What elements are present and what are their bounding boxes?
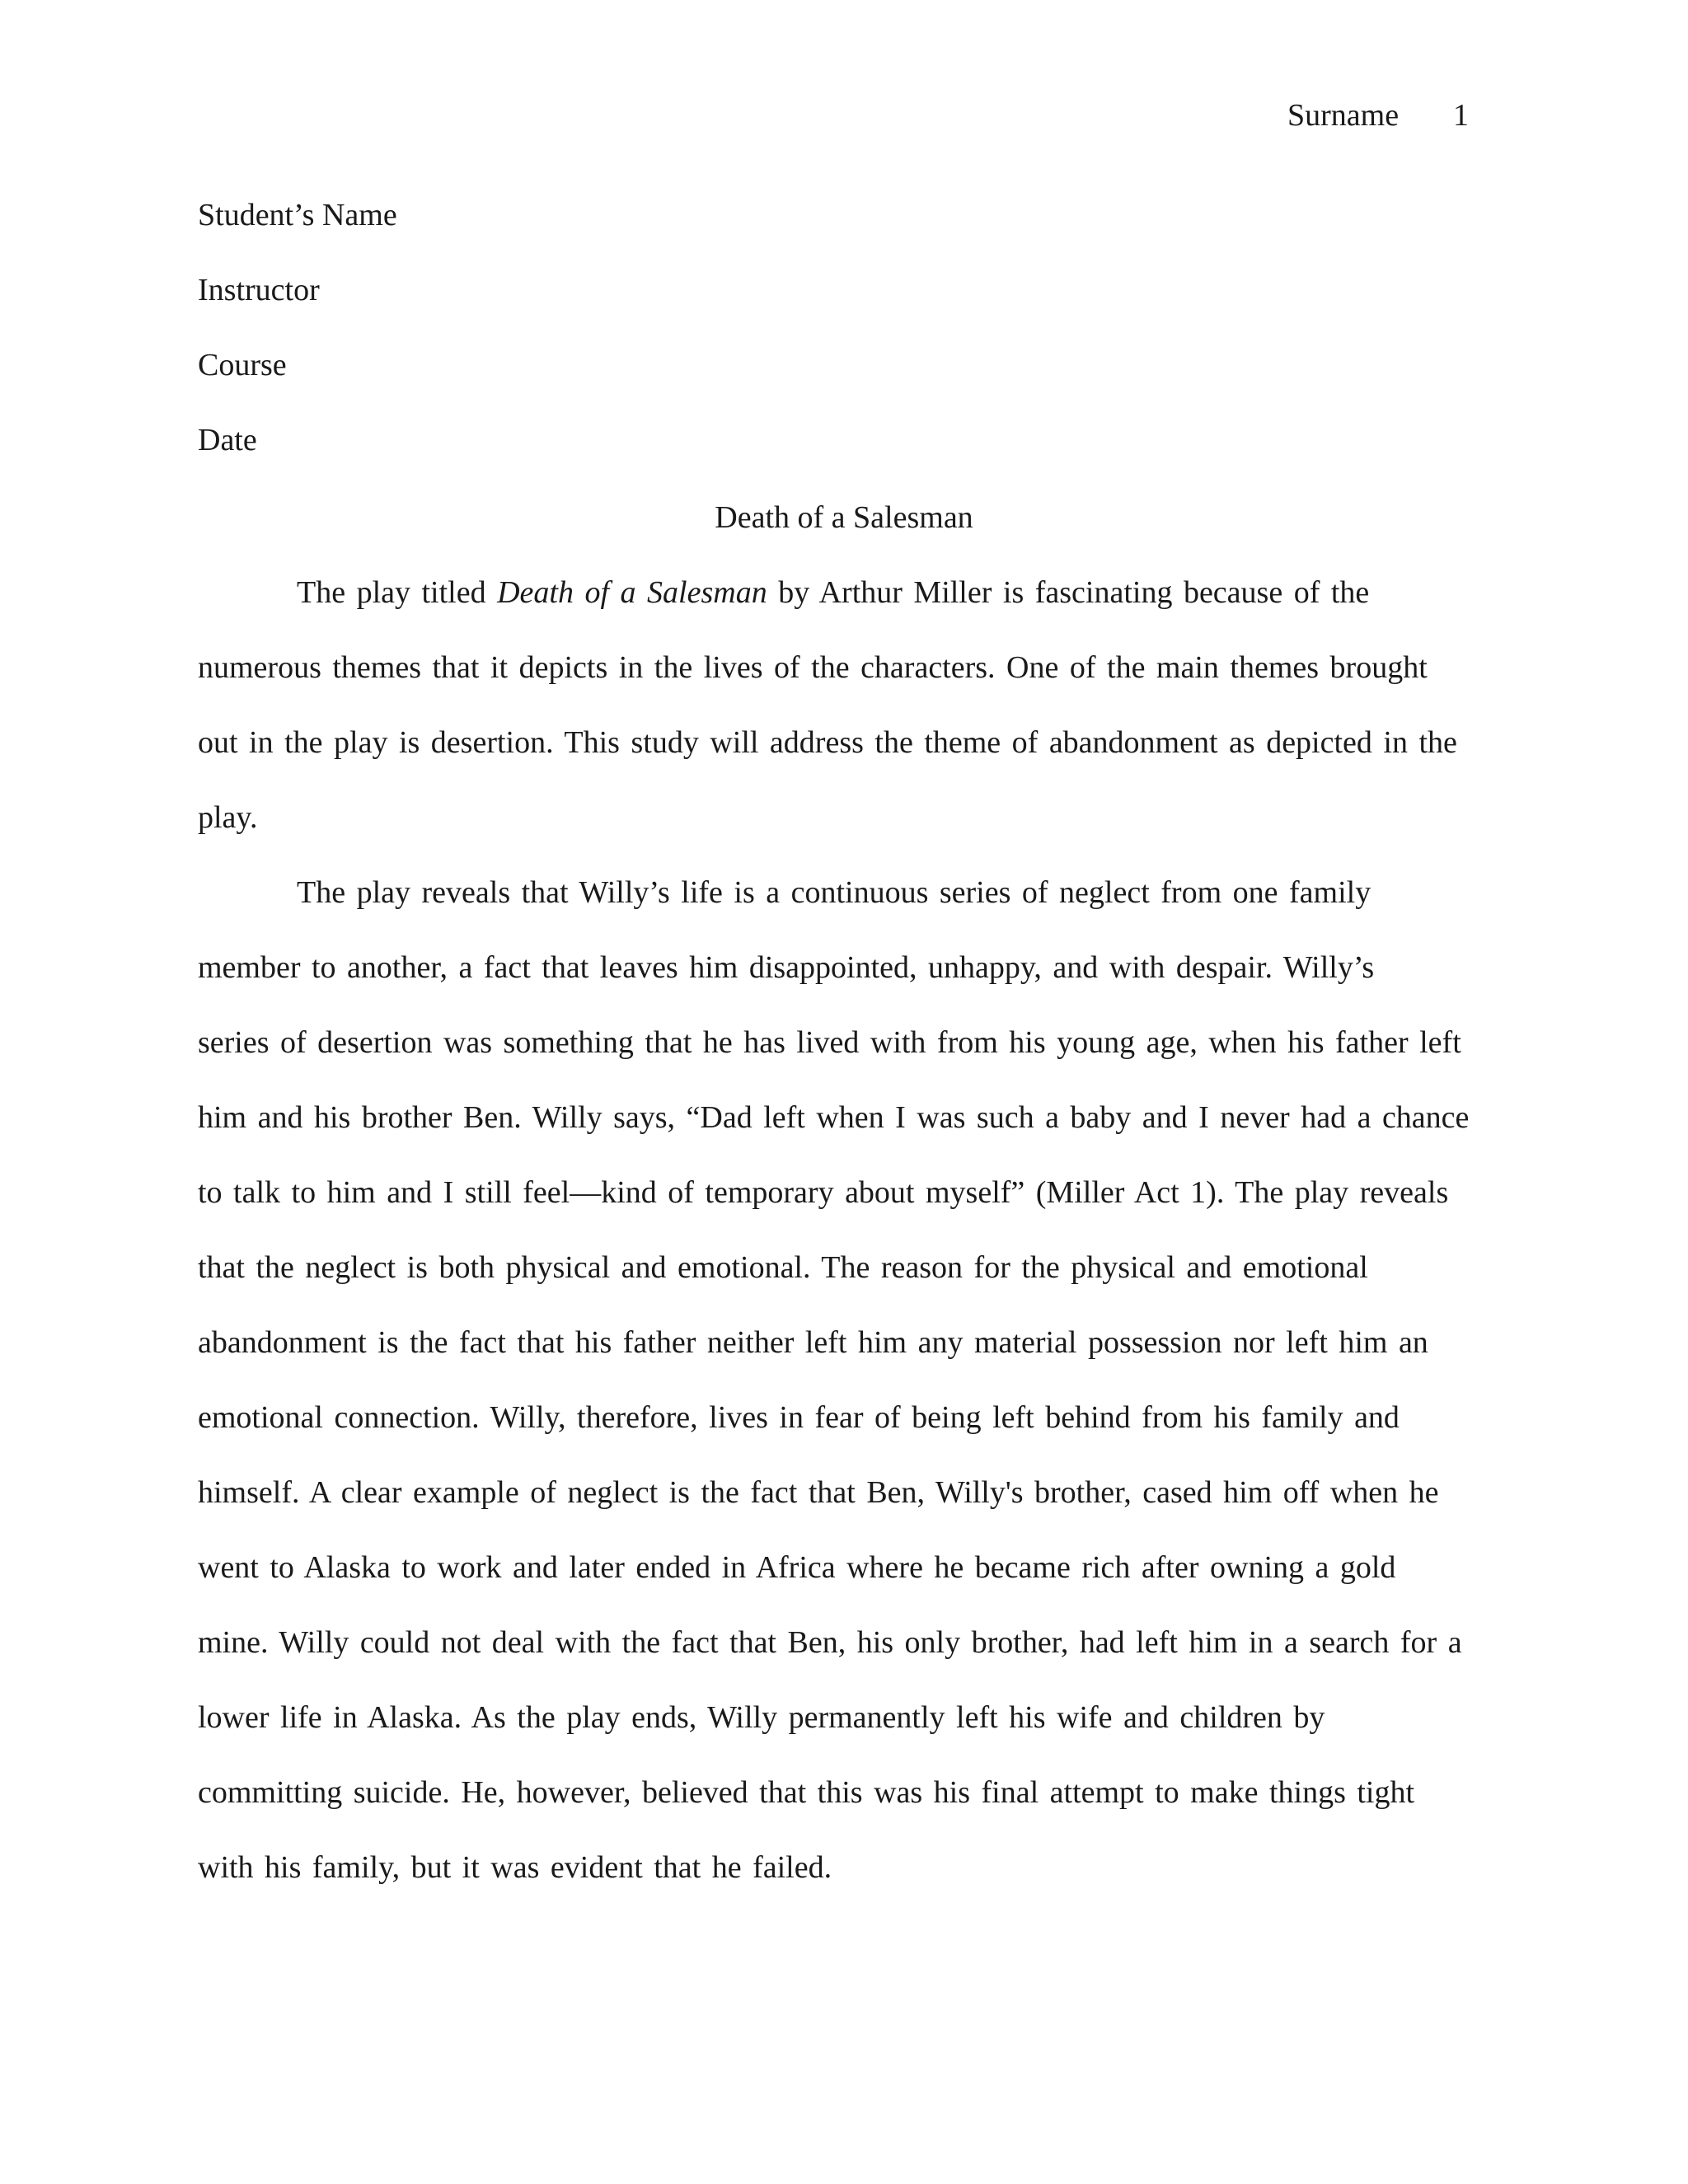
paragraph2-line: went to Alaska to work and later ended in Africa where he became rich after owning a gold (198, 1550, 1396, 1585)
paragraph2-line: committing suicide. He, however, believed that this was his final attempt to make things tight (198, 1775, 1415, 1810)
paragraph1-line1 (297, 572, 1369, 613)
paragraph2-line: that the neglect is both physical and emotional. The reason for the physical and emotional (198, 1250, 1368, 1285)
paragraph2-line: himself. A clear example of neglect is the fact that Ben, Willy's brother, cased him off when he (198, 1475, 1439, 1510)
running-header (0, 97, 1688, 138)
paragraph1-line1-post: by Arthur Miller is fascinating because of the (778, 575, 1370, 610)
course: Course (198, 348, 287, 382)
paragraph2-line: emotional connection. Willy, therefore, lives in fear of being left behind from his family and (198, 1400, 1400, 1435)
paragraph2-line: The play reveals that Willy’s life is a continuous series of neglect from one family (297, 875, 1372, 910)
paragraph1-line: out in the play is desertion. This study will address the theme of abandonment as depicted in the (198, 725, 1457, 760)
paragraph1-line1-pre: The play titled (297, 575, 486, 610)
paragraph2-line: mine. Willy could not deal with the fact that Ben, his only brother, had left him in a search for a (198, 1625, 1462, 1660)
paragraph2-line: with his family, but it was evident that he failed. (198, 1850, 832, 1885)
student-name: Student’s Name (198, 198, 397, 232)
paragraph1-line: play. (198, 800, 258, 835)
paragraph2-line: him and his brother Ben. Willy says, “Dad left when I was such a baby and I never had a chance (198, 1100, 1470, 1135)
paragraph2-line: lower life in Alaska. As the play ends, Willy permanently left his wife and children by (198, 1700, 1325, 1735)
paragraph2-line: member to another, a fact that leaves him disappointed, unhappy, and with despair. Willy’s (198, 950, 1375, 985)
page-number: 1 (1453, 98, 1469, 133)
paragraph2-line: abandonment is the fact that his father neither left him any material possession nor left him an (198, 1325, 1428, 1360)
work-title-italic: Death of a Salesman (497, 575, 767, 610)
paragraph2-line: to talk to him and I still feel—kind of temporary about myself” (Miller Act 1). The play reveals (198, 1175, 1449, 1210)
date: Date (198, 423, 257, 457)
instructor: Instructor (198, 273, 320, 307)
essay-title: Death of a Salesman (715, 500, 973, 535)
paragraph1-line: numerous themes that it depicts in the lives of the characters. One of the main themes brought (198, 650, 1428, 685)
paragraph2-line: series of desertion was something that he has lived with from his young age, when his father left (198, 1025, 1461, 1060)
header-surname: Surname (1287, 98, 1400, 133)
